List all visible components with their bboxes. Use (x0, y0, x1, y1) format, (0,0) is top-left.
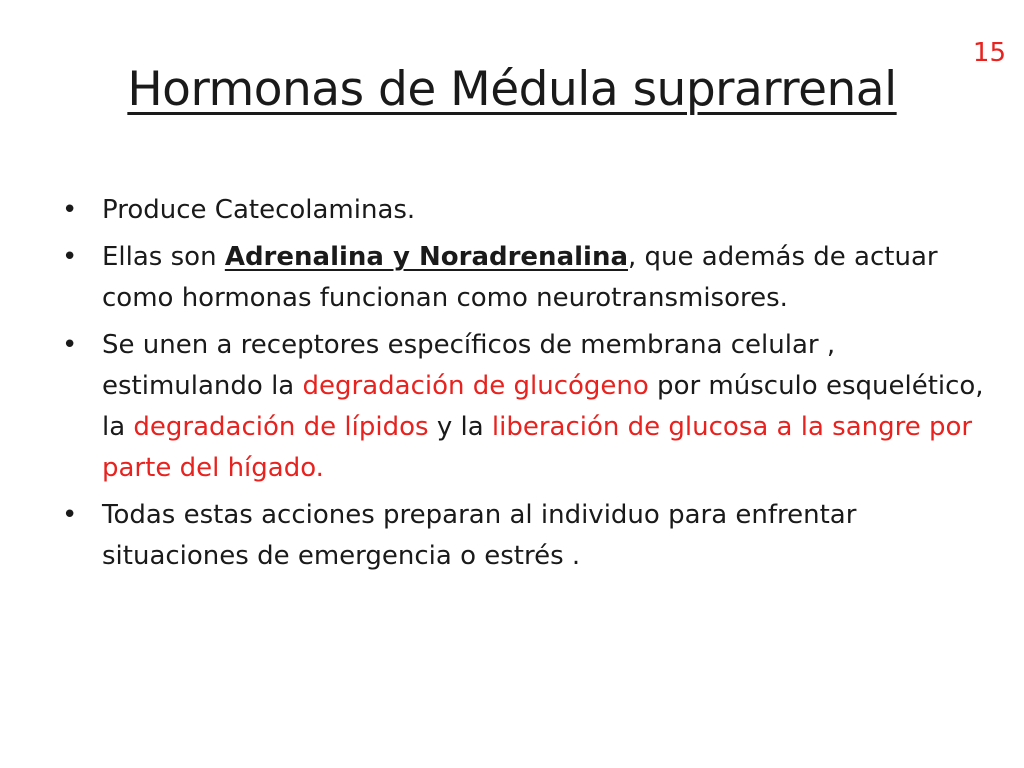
bullet-text: y la (428, 412, 492, 442)
bullet-dot-icon: • (62, 242, 78, 272)
bullet-item (60, 190, 1000, 231)
bullet-dot-icon: • (62, 330, 78, 360)
emphasis-hormones: Adrenalina y Noradrenalina (224, 242, 628, 272)
bullet-text: Se unen a receptores específicos de membrana celular , estimulando la (102, 330, 836, 401)
bullet-dot-icon: • (62, 500, 78, 530)
bullet-text: Produce Catecolaminas. (102, 195, 416, 225)
bullet-text: , que además de actuar como hormonas funcionan como neurotransmisores. (102, 242, 938, 313)
slide-title: Hormonas de Médula suprarrenal (127, 62, 897, 117)
highlight-glycogen: degradación de glucógeno (302, 371, 649, 401)
highlight-lipids: degradación de lípidos (133, 412, 429, 442)
bullet-text: por músculo esquelético, la (102, 371, 984, 442)
highlight-glucose: liberación de glucosa a la sangre por parte del hígado. (102, 412, 973, 483)
bullet-dot-icon: • (62, 195, 78, 225)
bullet-item (60, 495, 1000, 577)
bullet-item (60, 237, 1000, 319)
bullet-text: Ellas son (102, 242, 225, 272)
bullet-item (60, 325, 1000, 489)
slide-number: 15 (972, 38, 1006, 68)
bullet-list (60, 190, 1000, 583)
bullet-text: Todas estas acciones preparan al individuo para enfrentar situaciones de emergencia o estrés . (102, 500, 857, 571)
